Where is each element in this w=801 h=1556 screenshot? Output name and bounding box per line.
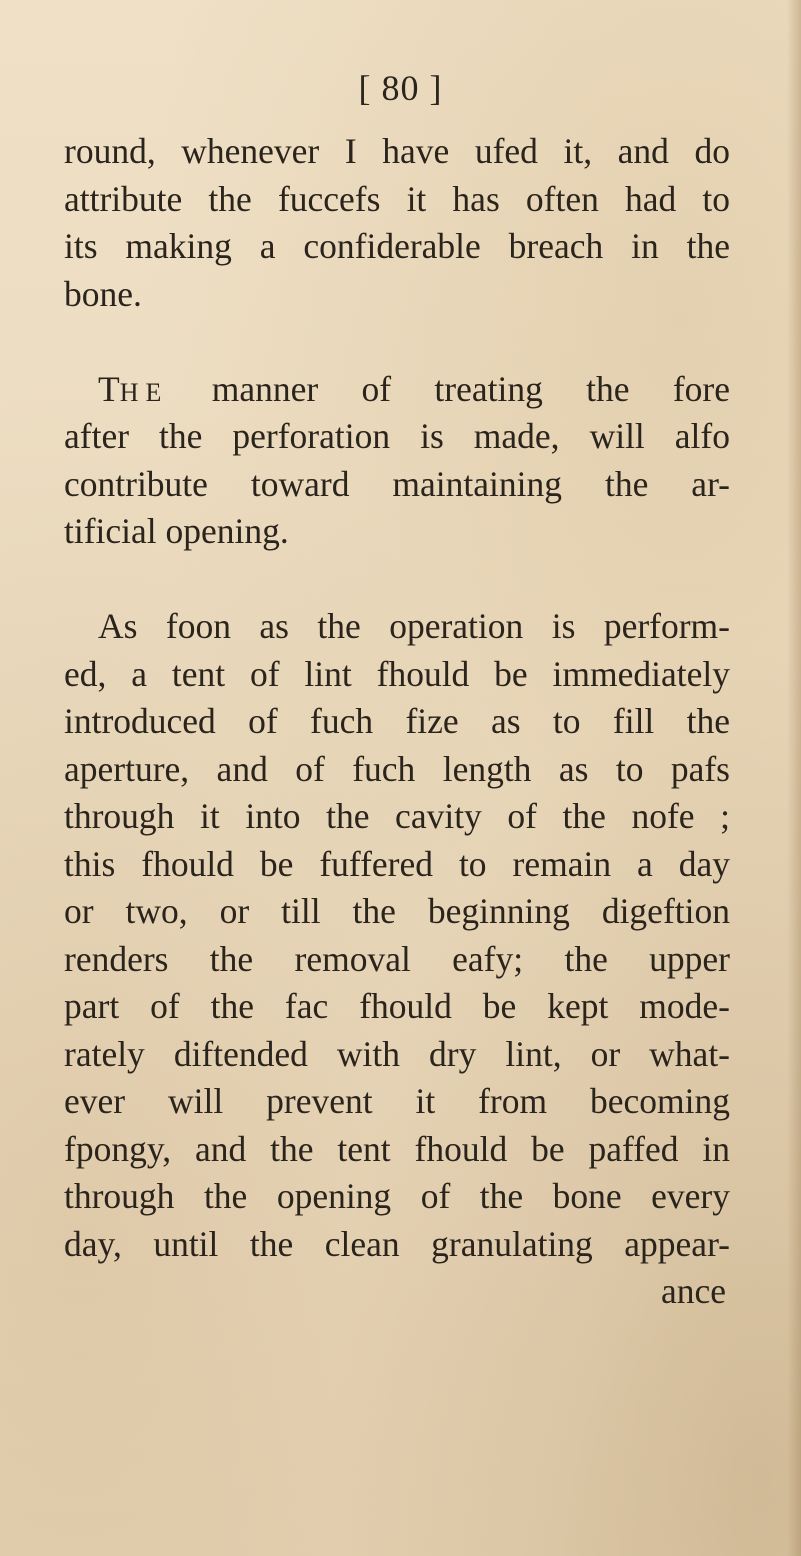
text-line: ever will prevent it from becoming (64, 1081, 730, 1121)
text-line: rately diftended with dry lint, or what- (64, 1033, 730, 1074)
text-line: aperture, and of fuch length as to pafs (64, 748, 730, 789)
text-line: through it into the cavity of the nofe ; (64, 796, 730, 836)
initial-capital: T (98, 368, 120, 409)
text-line: part of the fac fhould be kept mode- (64, 986, 730, 1026)
text-line: introduced of fuch fize as to fill the (64, 701, 730, 741)
text-line: or two, or till the beginning digeftion (64, 891, 730, 931)
page-edge-shadow (787, 0, 801, 1556)
body-text (64, 128, 730, 1316)
text-line-first (64, 366, 730, 414)
first-line-rest: manner of treating the fore (211, 368, 731, 409)
text-line: through the opening of the bone every (64, 1176, 730, 1216)
text-line: day, until the clean granulating appear- (64, 1223, 730, 1264)
text-line: bone. (64, 273, 142, 314)
text-line: tificial opening. (64, 511, 289, 551)
small-caps-word: HE (119, 377, 169, 407)
paragraph-gap (64, 556, 730, 604)
text-line: its making a confiderable breach in the (64, 226, 730, 266)
text-line: contribute toward maintaining the ar- (64, 463, 730, 504)
page-number: [ 80 ] (358, 68, 443, 108)
text-line: fpongy, and the tent fhould be paffed in (64, 1128, 730, 1169)
text-line: attribute the fuccefs it has often had to (64, 178, 730, 219)
text-line: renders the removal eafy; the upper (64, 938, 730, 979)
text-line: As foon as the operation is perform- (98, 606, 730, 646)
paragraph-gap (64, 318, 730, 366)
text-line: after the perforation is made, will alfo (64, 416, 730, 456)
catchword: ance (660, 1271, 726, 1311)
text-line: this fhould be fuffered to remain a day (64, 843, 730, 884)
text-line: round, whenever I have ufed it, and do (64, 131, 730, 171)
text-line: ed, a tent of lint fhould be immediately (64, 653, 730, 694)
